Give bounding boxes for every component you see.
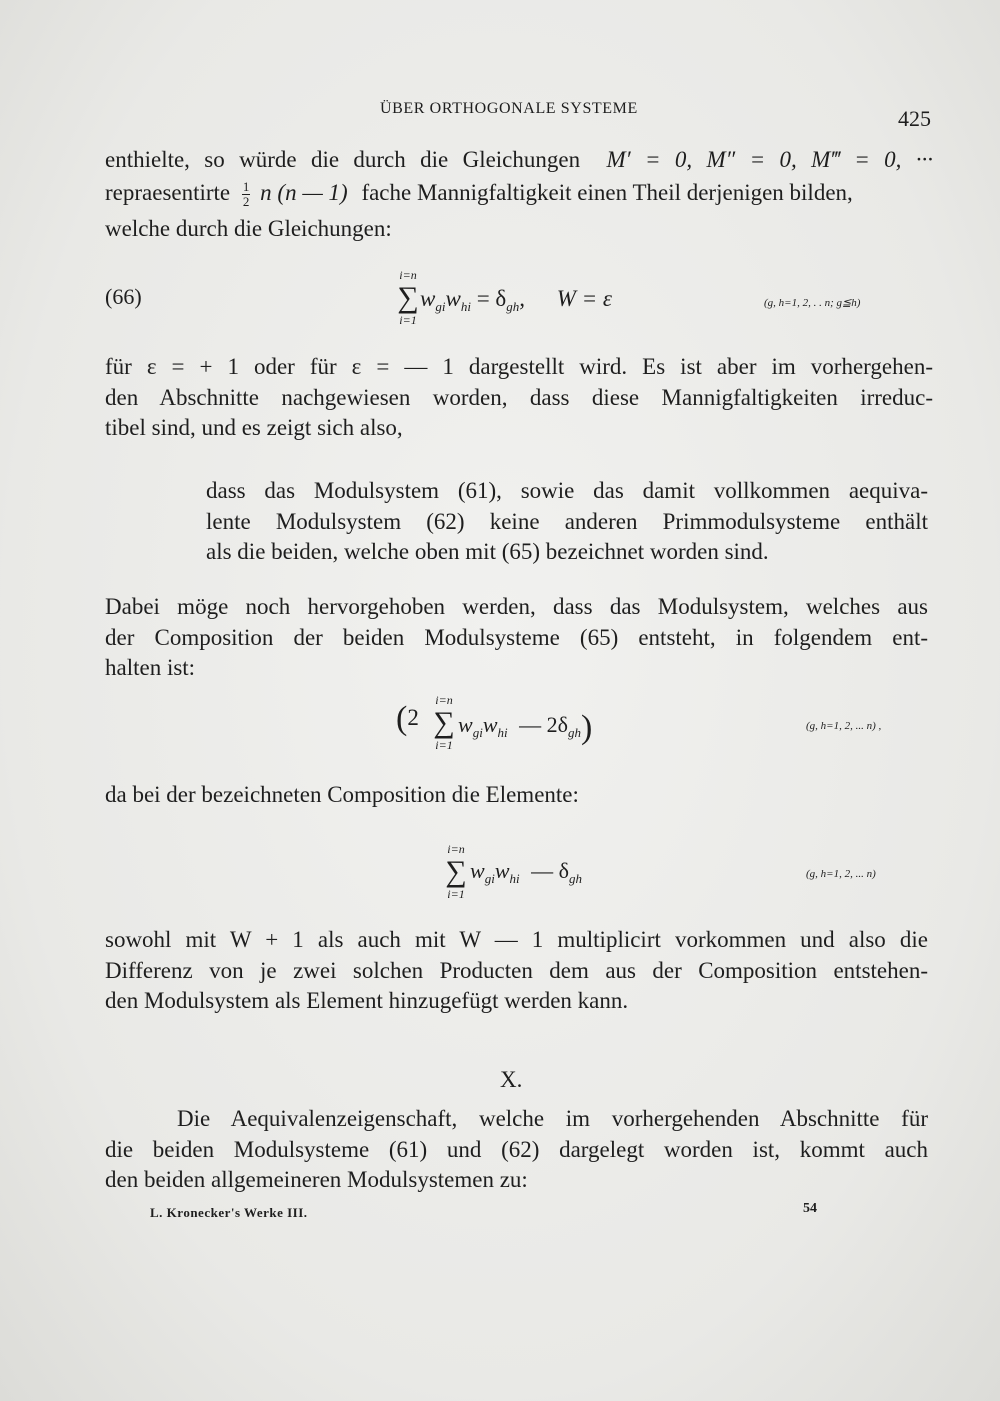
inline-equation: M′ = 0, M″ = 0, M‴ = 0, ··· [606,147,934,172]
text-line: dass das Modulsystem (61), sowie das damit vollkommen aequiva- [206,478,928,503]
summation: i=n ∑ i=1 [436,842,476,902]
text-line: den Modulsystem als Element hinzugefügt werden kann. [105,988,629,1013]
text-line: die beiden Modulsysteme (61) und (62) dargelegt worden ist, kommt auch [105,1136,928,1162]
sigma-symbol: ∑ [433,706,455,739]
footer-sheet-number: 54 [803,1201,817,1216]
summation: i=n ∑ i=1 [388,268,428,328]
running-title: ÜBER ORTHOGONALE SYSTEME [380,100,638,117]
paragraph-4 [105,592,928,684]
paragraph-6 [105,925,928,1017]
text-line: repraesentirte $\frac{1}{2}$ n (n — 1) fache Mannigfaltigkeit einen Theil derjenigen bilden, [105,179,853,210]
text-line: Differenz von je zwei solchen Producten dem aus der Composition entstehen- [105,957,928,983]
text-line: Dabei möge noch hervorgehoben werden, dass das Modulsystem, welches aus [105,594,928,619]
equation-elements: $w_{gi}w_{hi}$ — $\delta_{gh}$ [470,858,582,886]
sigma-symbol: ∑ [397,281,419,314]
equation-condition: (g, h=1, 2, . . n; g≦h) [764,297,861,309]
paragraph-1 [105,145,933,176]
text-line: den Abschnitte nachgewiesen worden, dass diese Mannigfaltigkeiten irreduc- [105,384,933,410]
text-line: enthielte, so würde die durch die Gleichungen M′ = 0, M″ = 0, M‴ = 0, ··· [105,147,934,172]
summation: i=n ∑ i=1 [424,693,464,753]
text-line: als die beiden, welche oben mit (65) bezeichnet worden sind. [206,539,769,564]
text-line: sowohl mit W + 1 als auch mit W — 1 multiplicirt vorkommen und also die [105,927,928,952]
text-line: Die Aequivalenzeigenschaft, welche im vorhergehenden Abschnitte für [177,1106,928,1131]
text-line: da bei der bezeichneten Composition die Elemente: [105,782,579,807]
footer-signature: L. Kronecker's Werke III. [150,1205,308,1220]
equation-body: $w_{gi}w_{hi}$ — $2\delta_{gh}$) [458,709,593,746]
equation-66: $w_{gi}w_{hi} = \delta_{gh}$, W = ε [420,286,612,314]
text-line: für ε = + 1 oder für ε = — 1 dargestellt wird. Es ist aber im vorhergehen- [105,354,933,379]
text-line: halten ist: [105,655,196,680]
section-heading: X. [500,1067,523,1092]
equation-composition: (2 [396,700,419,737]
paragraph-3-indented [206,476,928,568]
equation-condition: (g, h=1, 2, ... n) , [806,720,882,732]
sigma-symbol: ∑ [445,855,467,888]
text-line: tibel sind, und es zeigt sich also, [105,415,403,440]
paragraph-2 [105,352,933,444]
text-line: der Composition der beiden Modulsysteme (65) entsteht, in folgendem ent- [105,624,928,650]
paragraph-7 [105,1104,928,1196]
fraction: $\frac{1}{2}$ [242,179,250,210]
equation-condition: (g, h=1, 2, ... n) [806,868,876,880]
page-number: 425 [898,106,931,131]
equation-label: (66) [105,284,142,309]
text-line: den beiden allgemeineren Modulsystemen zu: [105,1167,528,1192]
text-line: lente Modulsystem (62) keine anderen Primmodulsysteme enthält [206,508,928,534]
text-line: welche durch die Gleichungen: [105,216,392,241]
